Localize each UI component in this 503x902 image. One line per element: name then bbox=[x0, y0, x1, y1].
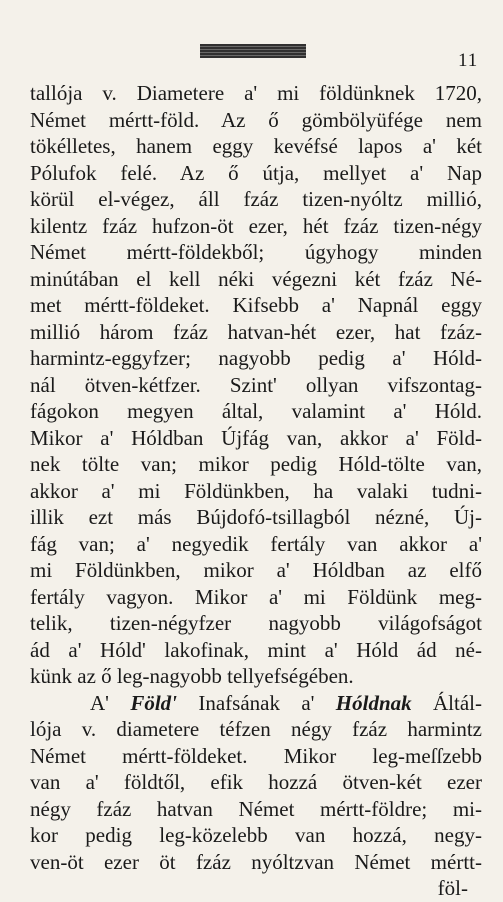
text-line: kilentz fzáz hufzon-öt ezer, hét fzáz tizen-négy bbox=[30, 213, 482, 238]
text-line: lója v. diametere téfzen négy fzáz harmintz bbox=[30, 717, 482, 741]
text-line: nál ötven-kétfzer. Szint' ollyan vifszontag- bbox=[30, 372, 482, 397]
text-line: Német mértt-földekből; úgyhogy minden bbox=[30, 240, 482, 264]
text-line: ád a' Hóld' lakofinak, mint a' Hóld ád né- bbox=[30, 637, 482, 662]
text-line: kor pedig leg-közelebb van hozzá, negy- bbox=[30, 823, 482, 847]
text-line: fertály vagyon. Mikor a' mi Földünk meg- bbox=[30, 584, 482, 609]
page-number: 11 bbox=[458, 50, 479, 71]
text-line: Mikor a' Hóldban Újfág van, akkor a' Föld- bbox=[30, 425, 482, 450]
body-text bbox=[30, 80, 482, 902]
italic-term-holdnak: Hóldnak bbox=[335, 690, 412, 715]
paragraph-2 bbox=[30, 716, 482, 875]
text-line: minútában el kell néki végezni két fzáz Né- bbox=[30, 266, 482, 291]
text-line: telik, tizen-négyfzer nagyobb világofságot bbox=[30, 611, 482, 635]
text-line: millió három fzáz hatvan-hét ezer, hat fzáz- bbox=[30, 319, 482, 344]
text-line: künk az ő leg-nagyobb tellyefségében. bbox=[30, 664, 354, 688]
text-line: tökélletes, hanem eggy kevéfsé lapos a' két bbox=[30, 134, 482, 158]
italic-term-fold: Föld' bbox=[130, 690, 177, 715]
text-run: Áltál- bbox=[411, 690, 482, 715]
text-line: illik ezt más Bújdofó-tsillagból nézné, Új- bbox=[30, 505, 482, 529]
text-line: Német mértt-földeket. Mikor leg-meſſzebb bbox=[30, 743, 482, 768]
text-line: fágokon megyen által, valamint a' Hóld. bbox=[30, 399, 482, 423]
catchword: föl- bbox=[437, 876, 468, 900]
text-line: met mértt-földeket. Kifsebb a' Napnál eggy bbox=[30, 293, 482, 317]
text-line: fág van; a' negyedik fertály van akkor a' bbox=[30, 531, 482, 556]
text-line: nek tölte van; mikor pedig Hóld-tölte van, bbox=[30, 452, 482, 476]
text-line: Pólufok felé. Az ő útja, mellyet a' Nap bbox=[30, 160, 482, 185]
text-line: ven-öt ezer öt fzáz nyóltzvan Német mértt- bbox=[30, 849, 482, 874]
text-line: mi Földünkben, mikor a' Hóldban az elfő bbox=[30, 558, 482, 582]
text-line: van a' földtől, efik hozzá ötven-két ezer bbox=[30, 770, 482, 794]
paragraph-2-first-line bbox=[30, 690, 482, 717]
text-line: négy fzáz hatvan Német mértt-földre; mi- bbox=[30, 796, 482, 821]
paragraph-1 bbox=[30, 80, 482, 690]
text-run: A' bbox=[90, 690, 131, 715]
text-line: tallója v. Diametere a' mi földünknek 1720, bbox=[30, 81, 482, 105]
text-line: körül el-végez, áll fzáz tizen-nyóltz millió, bbox=[30, 187, 482, 211]
text-line: Német mértt-föld. Az ő gömbölyüfége nem bbox=[30, 107, 482, 132]
text-line: akkor a' mi Földünkben, ha valaki tudni- bbox=[30, 478, 482, 503]
text-run: Inafsának a' bbox=[177, 690, 336, 715]
text-line: harmintz-eggyfzer; nagyobb pedig a' Hóld- bbox=[30, 346, 482, 370]
header-ornament-rule bbox=[200, 44, 306, 58]
